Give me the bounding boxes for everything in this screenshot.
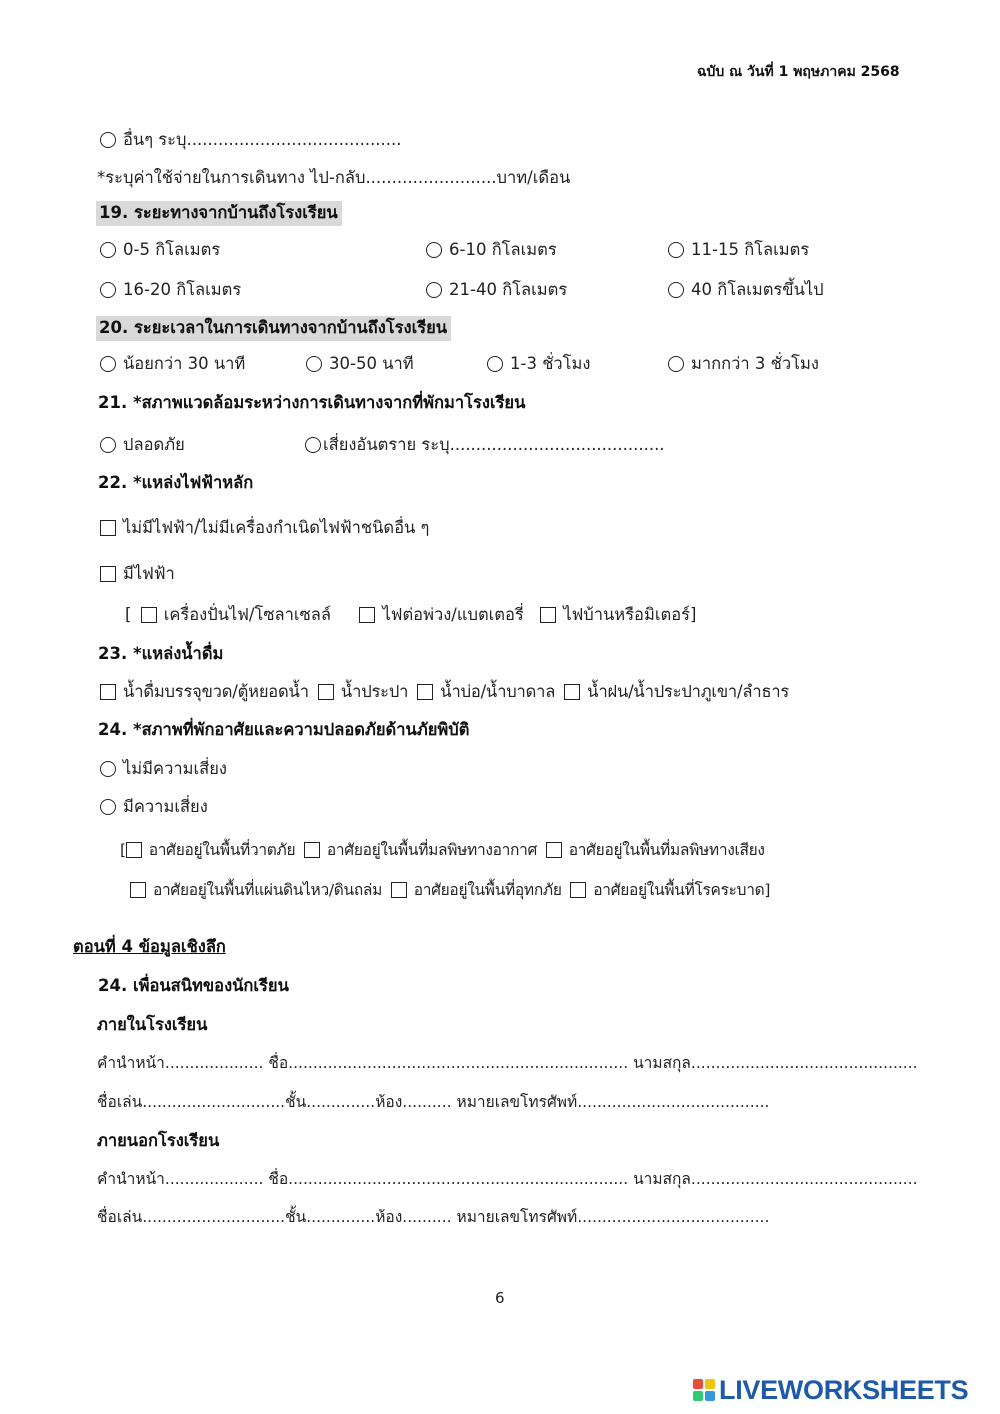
option-label: น้ำดื่มบรรจุขวด/ตู้หยอดน้ำ [123,682,309,701]
option-label: น้ำบ่อ/น้ำบาดาล [440,682,556,701]
bracket: [ [120,841,126,859]
q24-risk-option[interactable] [100,799,208,816]
checkbox[interactable] [540,607,556,623]
brand-text: LIVEWORKSHEETS [719,1374,969,1405]
option-label: ไม่มีไฟฟ้า/ไม่มีเครื่องกำเนิดไฟฟ้าชนิดอื่น ๆ [123,518,430,537]
checkbox[interactable] [564,684,580,700]
q24-risks-line2 [130,882,770,899]
q18-other-option[interactable] [100,132,402,149]
q19-option[interactable] [100,282,241,299]
radio-circle[interactable] [100,437,116,453]
edition-date: ฉบับ ณ วันที่ 1 พฤษภาคม 2568 [697,64,900,80]
option-label: ไม่มีความเสี่ยง [123,759,227,778]
checkbox[interactable] [318,684,334,700]
q23-title: 23. *แหล่งน้ำดื่ม [98,644,224,663]
option-label: น้อยกว่า 30 นาที [123,354,246,373]
checkbox[interactable] [100,684,116,700]
q20-option[interactable] [668,356,819,373]
q19-title: 19. ระยะทางจากบ้านถึงโรงเรียน [96,201,342,226]
outside-school-title: ภายนอกโรงเรียน [97,1131,220,1150]
part4-heading: ตอนที่ 4 ข้อมูลเชิงลึก [73,937,226,956]
q20-option[interactable] [306,356,414,373]
checkbox[interactable] [391,882,407,898]
q18-cost-note: *ระบุค่าใช้จ่ายในการเดินทาง ไป-กลับ.........................บาท/เดือน [97,168,571,187]
q21-option[interactable] [305,437,665,454]
radio-circle[interactable] [100,799,116,815]
q19-option[interactable] [668,242,809,259]
option-label: อาศัยอยู่ในพื้นที่มลพิษทางอากาศ [326,841,538,859]
bracket: [ [125,605,132,624]
option-label: เสี่ยงอันตราย ระบุ......................................... [323,435,665,454]
checkbox[interactable] [100,566,116,582]
option-label: น้ำฝน/น้ำประปาภูเขา/ลำธาร [587,682,790,701]
liveworksheets-logo [693,1376,968,1404]
option-label: มีความเสี่ยง [123,797,208,816]
option-label: 1-3 ชั่วโมง [510,354,591,373]
q22-has-power-option[interactable] [100,566,175,583]
part4-question: 24. เพื่อนสนิทของนักเรียน [98,976,289,995]
q19-option[interactable] [426,282,567,299]
option-label: น้ำประปา [340,682,409,701]
option-label: อาศัยอยู่ในพื้นที่อุทกภัย [413,881,562,899]
q24-title: 24. *สภาพที่พักอาศัยและความปลอดภัยด้านภัยพิบัติ [98,720,470,739]
option-label: 16-20 กิโลเมตร [123,280,242,299]
checkbox[interactable] [126,842,142,858]
option-label: ไฟบ้านหรือมิเตอร์] [563,605,697,624]
checkbox[interactable] [546,842,562,858]
option-label: 6-10 กิโลเมตร [449,240,557,259]
option-label: เครื่องปั่นไฟ/โซลาเซลล์ [163,605,331,624]
inside-detail-line[interactable]: ชื่อเล่น.............................ชั้น..............ห้อง.......... หมายเลขโทรศัพท์....................................... [97,1093,770,1111]
radio-circle[interactable] [100,356,116,372]
option-label: 40 กิโลเมตรขึ้นไป [691,280,824,299]
outside-detail-line[interactable]: ชื่อเล่น.............................ชั้น..............ห้อง.......... หมายเลขโทรศัพท์....................................... [97,1208,770,1226]
checkbox[interactable] [359,607,375,623]
q22-no-power-option[interactable] [100,520,429,537]
radio-circle[interactable] [668,356,684,372]
radio-circle[interactable] [100,132,116,148]
option-label: ปลอดภัย [123,435,185,454]
q24-risks-line1 [120,842,765,859]
q20-option[interactable] [487,356,590,373]
q22-title: 22. *แหล่งไฟฟ้าหลัก [98,473,254,492]
inside-school-title: ภายในโรงเรียน [97,1015,208,1034]
option-label: อาศัยอยู่ในพื้นที่แผ่นดินไหว/ดินถล่ม [153,881,383,899]
radio-circle[interactable] [668,242,684,258]
option-label: ไฟต่อพ่วง/แบตเตอรี่ [382,605,524,624]
q23-options [100,684,789,701]
option-label: มากกว่า 3 ชั่วโมง [691,354,819,373]
option-label: 30-50 นาที [329,354,414,373]
radio-circle[interactable] [100,282,116,298]
q19-option[interactable] [426,242,557,259]
checkbox[interactable] [130,882,146,898]
option-label: 0-5 กิโลเมตร [123,240,221,259]
option-label: อาศัยอยู่ในพื้นที่โรคระบาด] [593,881,771,899]
q21-option[interactable] [100,437,185,454]
radio-circle[interactable] [426,282,442,298]
radio-circle[interactable] [100,761,116,777]
checkbox[interactable] [141,607,157,623]
q20-title: 20. ระยะเวลาในการเดินทางจากบ้านถึงโรงเรียน [96,316,451,341]
radio-circle[interactable] [487,356,503,372]
checkbox[interactable] [417,684,433,700]
checkbox[interactable] [304,842,320,858]
radio-circle[interactable] [426,242,442,258]
option-label: มีไฟฟ้า [123,564,175,583]
radio-circle[interactable] [100,242,116,258]
page-number: 6 [495,1289,505,1307]
logo-icon [693,1379,715,1401]
checkbox[interactable] [100,520,116,536]
q22-sub-options [125,607,696,624]
q19-option[interactable] [668,282,824,299]
option-label: 21-40 กิโลเมตร [449,280,568,299]
option-label: อาศัยอยู่ในพื้นที่วาตภัย [148,841,296,859]
radio-circle[interactable] [305,437,321,453]
q19-option[interactable] [100,242,220,259]
checkbox[interactable] [570,882,586,898]
q24-no-risk-option[interactable] [100,761,227,778]
q21-title: 21. *สภาพแวดล้อมระหว่างการเดินทางจากที่พักมาโรงเรียน [98,393,526,412]
option-label: 11-15 กิโลเมตร [691,240,810,259]
option-label: อาศัยอยู่ในพื้นที่มลพิษทางเสียง [568,841,765,859]
radio-circle[interactable] [306,356,322,372]
radio-circle[interactable] [668,282,684,298]
inside-name-line[interactable]: คำนำหน้า.................... ชื่อ..................................................................... นามสกุล.............................................. [97,1054,918,1072]
option-label: อื่นๆ ระบุ......................................... [123,130,402,149]
q20-option[interactable] [100,356,245,373]
outside-name-line[interactable]: คำนำหน้า.................... ชื่อ..................................................................... นามสกุล.............................................. [97,1170,918,1188]
